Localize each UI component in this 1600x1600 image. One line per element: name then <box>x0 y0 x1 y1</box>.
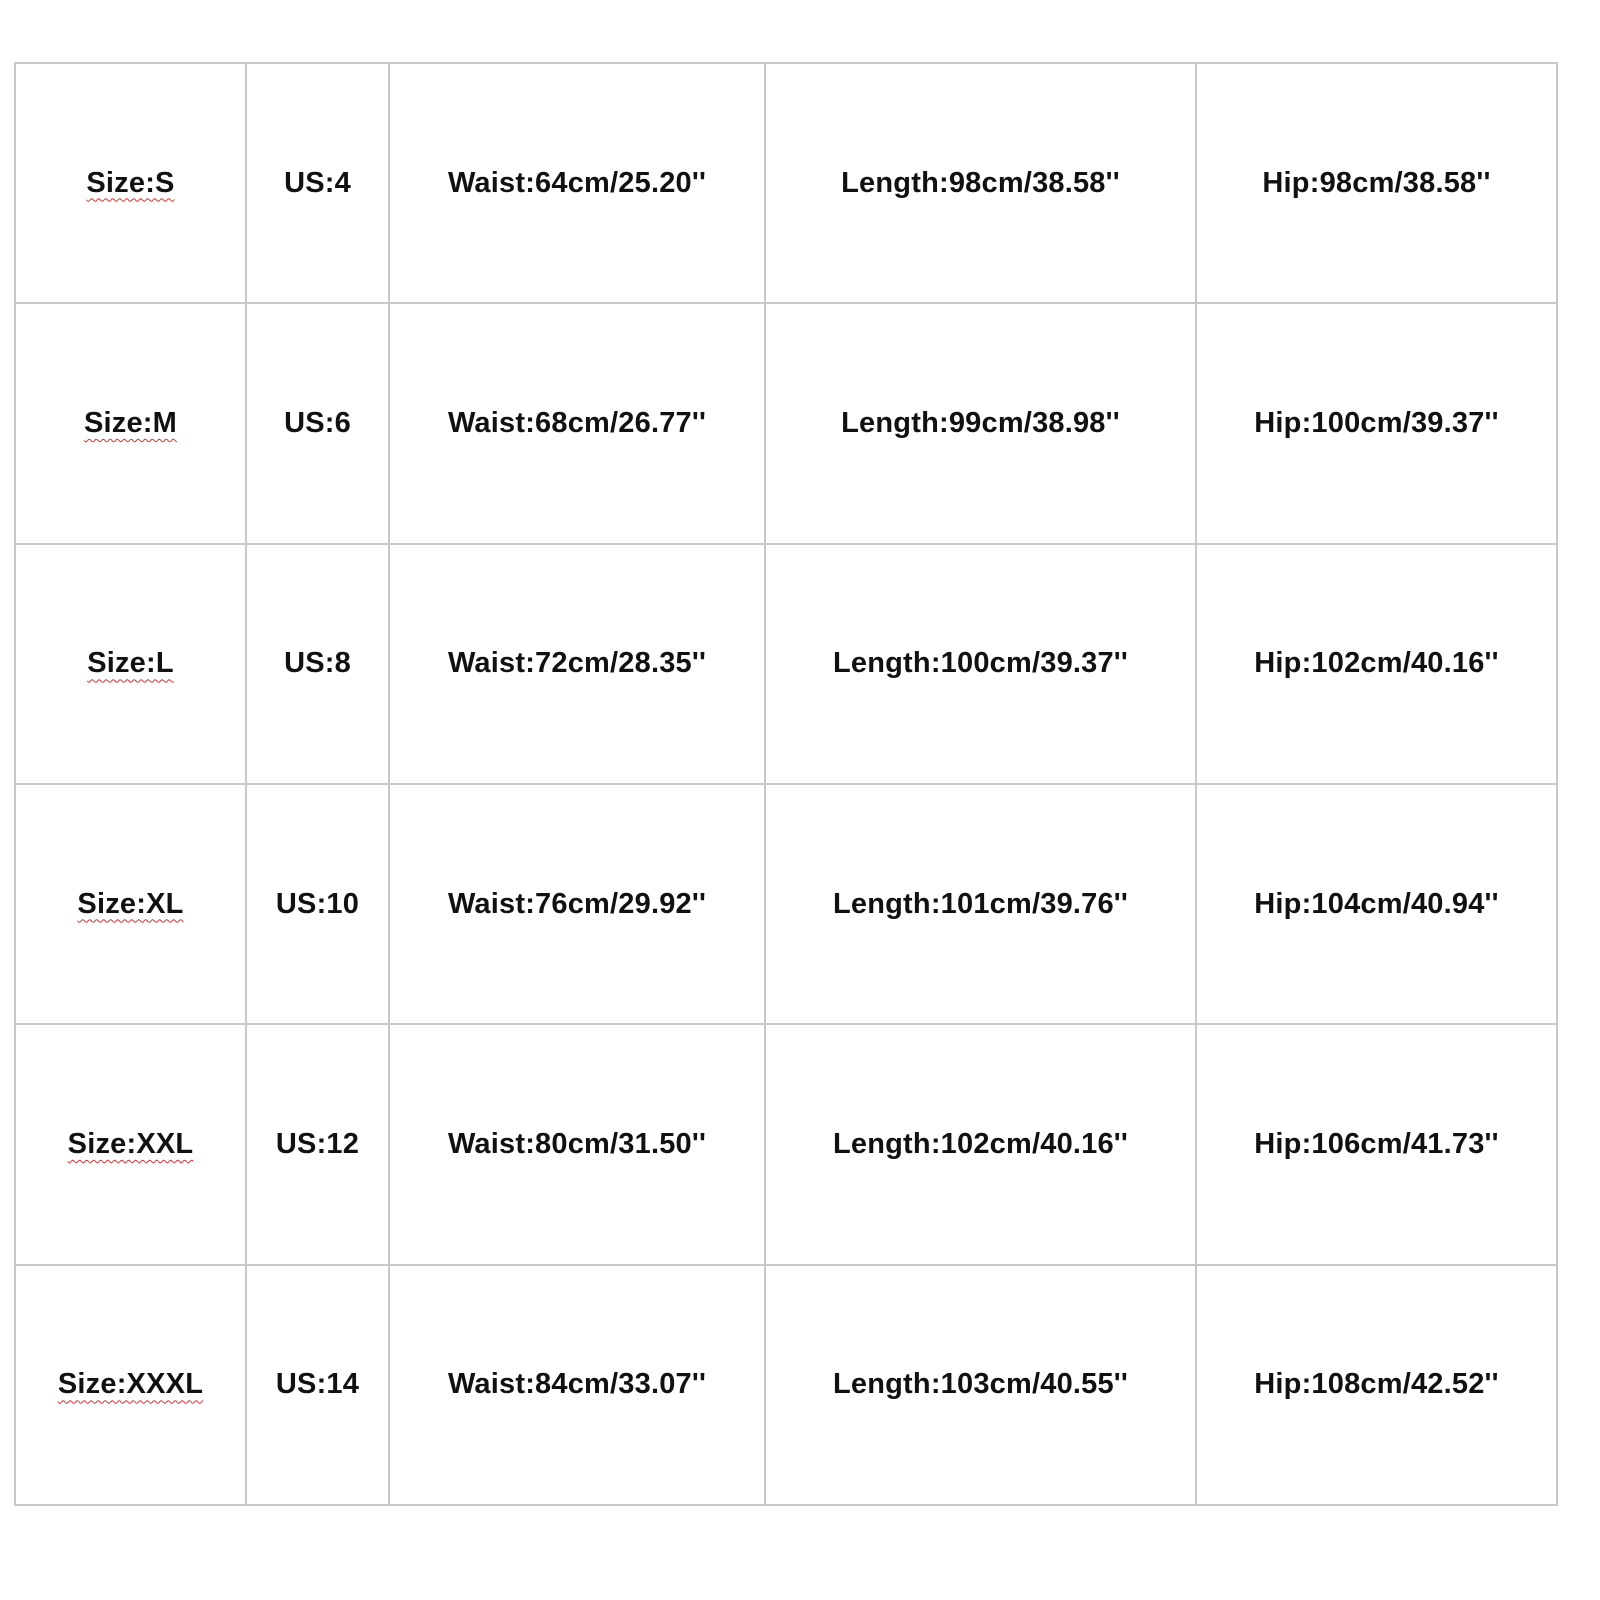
table-row <box>15 63 1557 303</box>
table-row <box>15 1024 1557 1264</box>
hip-cell: Hip:102cm/40.16'' <box>1196 544 1557 784</box>
table-row <box>15 784 1557 1024</box>
us-size-cell: US:14 <box>246 1265 389 1505</box>
waist-cell: Waist:84cm/33.07'' <box>389 1265 765 1505</box>
hip-cell: Hip:100cm/39.37'' <box>1196 303 1557 543</box>
length-cell: Length:102cm/40.16'' <box>765 1024 1196 1264</box>
us-size-cell: US:10 <box>246 784 389 1024</box>
size-label: Size:XXXL <box>57 1368 204 1401</box>
length-cell: Length:98cm/38.58'' <box>765 63 1196 303</box>
length-cell: Length:99cm/38.98'' <box>765 303 1196 543</box>
us-size-cell: US:6 <box>246 303 389 543</box>
size-label: Size:XXL <box>67 1127 194 1160</box>
length-cell: Length:103cm/40.55'' <box>765 1265 1196 1505</box>
waist-cell: Waist:64cm/25.20'' <box>389 63 765 303</box>
hip-cell: Hip:108cm/42.52'' <box>1196 1265 1557 1505</box>
us-size-cell: US:8 <box>246 544 389 784</box>
us-size-cell: US:4 <box>246 63 389 303</box>
hip-cell: Hip:98cm/38.58'' <box>1196 63 1557 303</box>
size-cell <box>15 303 246 543</box>
size-label: Size:S <box>86 166 175 199</box>
size-chart-body <box>15 63 1557 1505</box>
size-label: Size:M <box>83 406 178 439</box>
us-size-cell: US:12 <box>246 1024 389 1264</box>
waist-cell: Waist:80cm/31.50'' <box>389 1024 765 1264</box>
size-cell <box>15 1265 246 1505</box>
size-label: Size:L <box>87 647 174 680</box>
length-cell: Length:101cm/39.76'' <box>765 784 1196 1024</box>
waist-cell: Waist:76cm/29.92'' <box>389 784 765 1024</box>
table-row <box>15 303 1557 543</box>
size-cell <box>15 1024 246 1264</box>
size-chart-table <box>14 62 1558 1506</box>
waist-cell: Waist:72cm/28.35'' <box>389 544 765 784</box>
table-row <box>15 1265 1557 1505</box>
length-cell: Length:100cm/39.37'' <box>765 544 1196 784</box>
hip-cell: Hip:104cm/40.94'' <box>1196 784 1557 1024</box>
table-row <box>15 544 1557 784</box>
waist-cell: Waist:68cm/26.77'' <box>389 303 765 543</box>
size-label: Size:XL <box>77 887 184 920</box>
size-cell <box>15 784 246 1024</box>
size-cell <box>15 544 246 784</box>
size-cell <box>15 63 246 303</box>
hip-cell: Hip:106cm/41.73'' <box>1196 1024 1557 1264</box>
